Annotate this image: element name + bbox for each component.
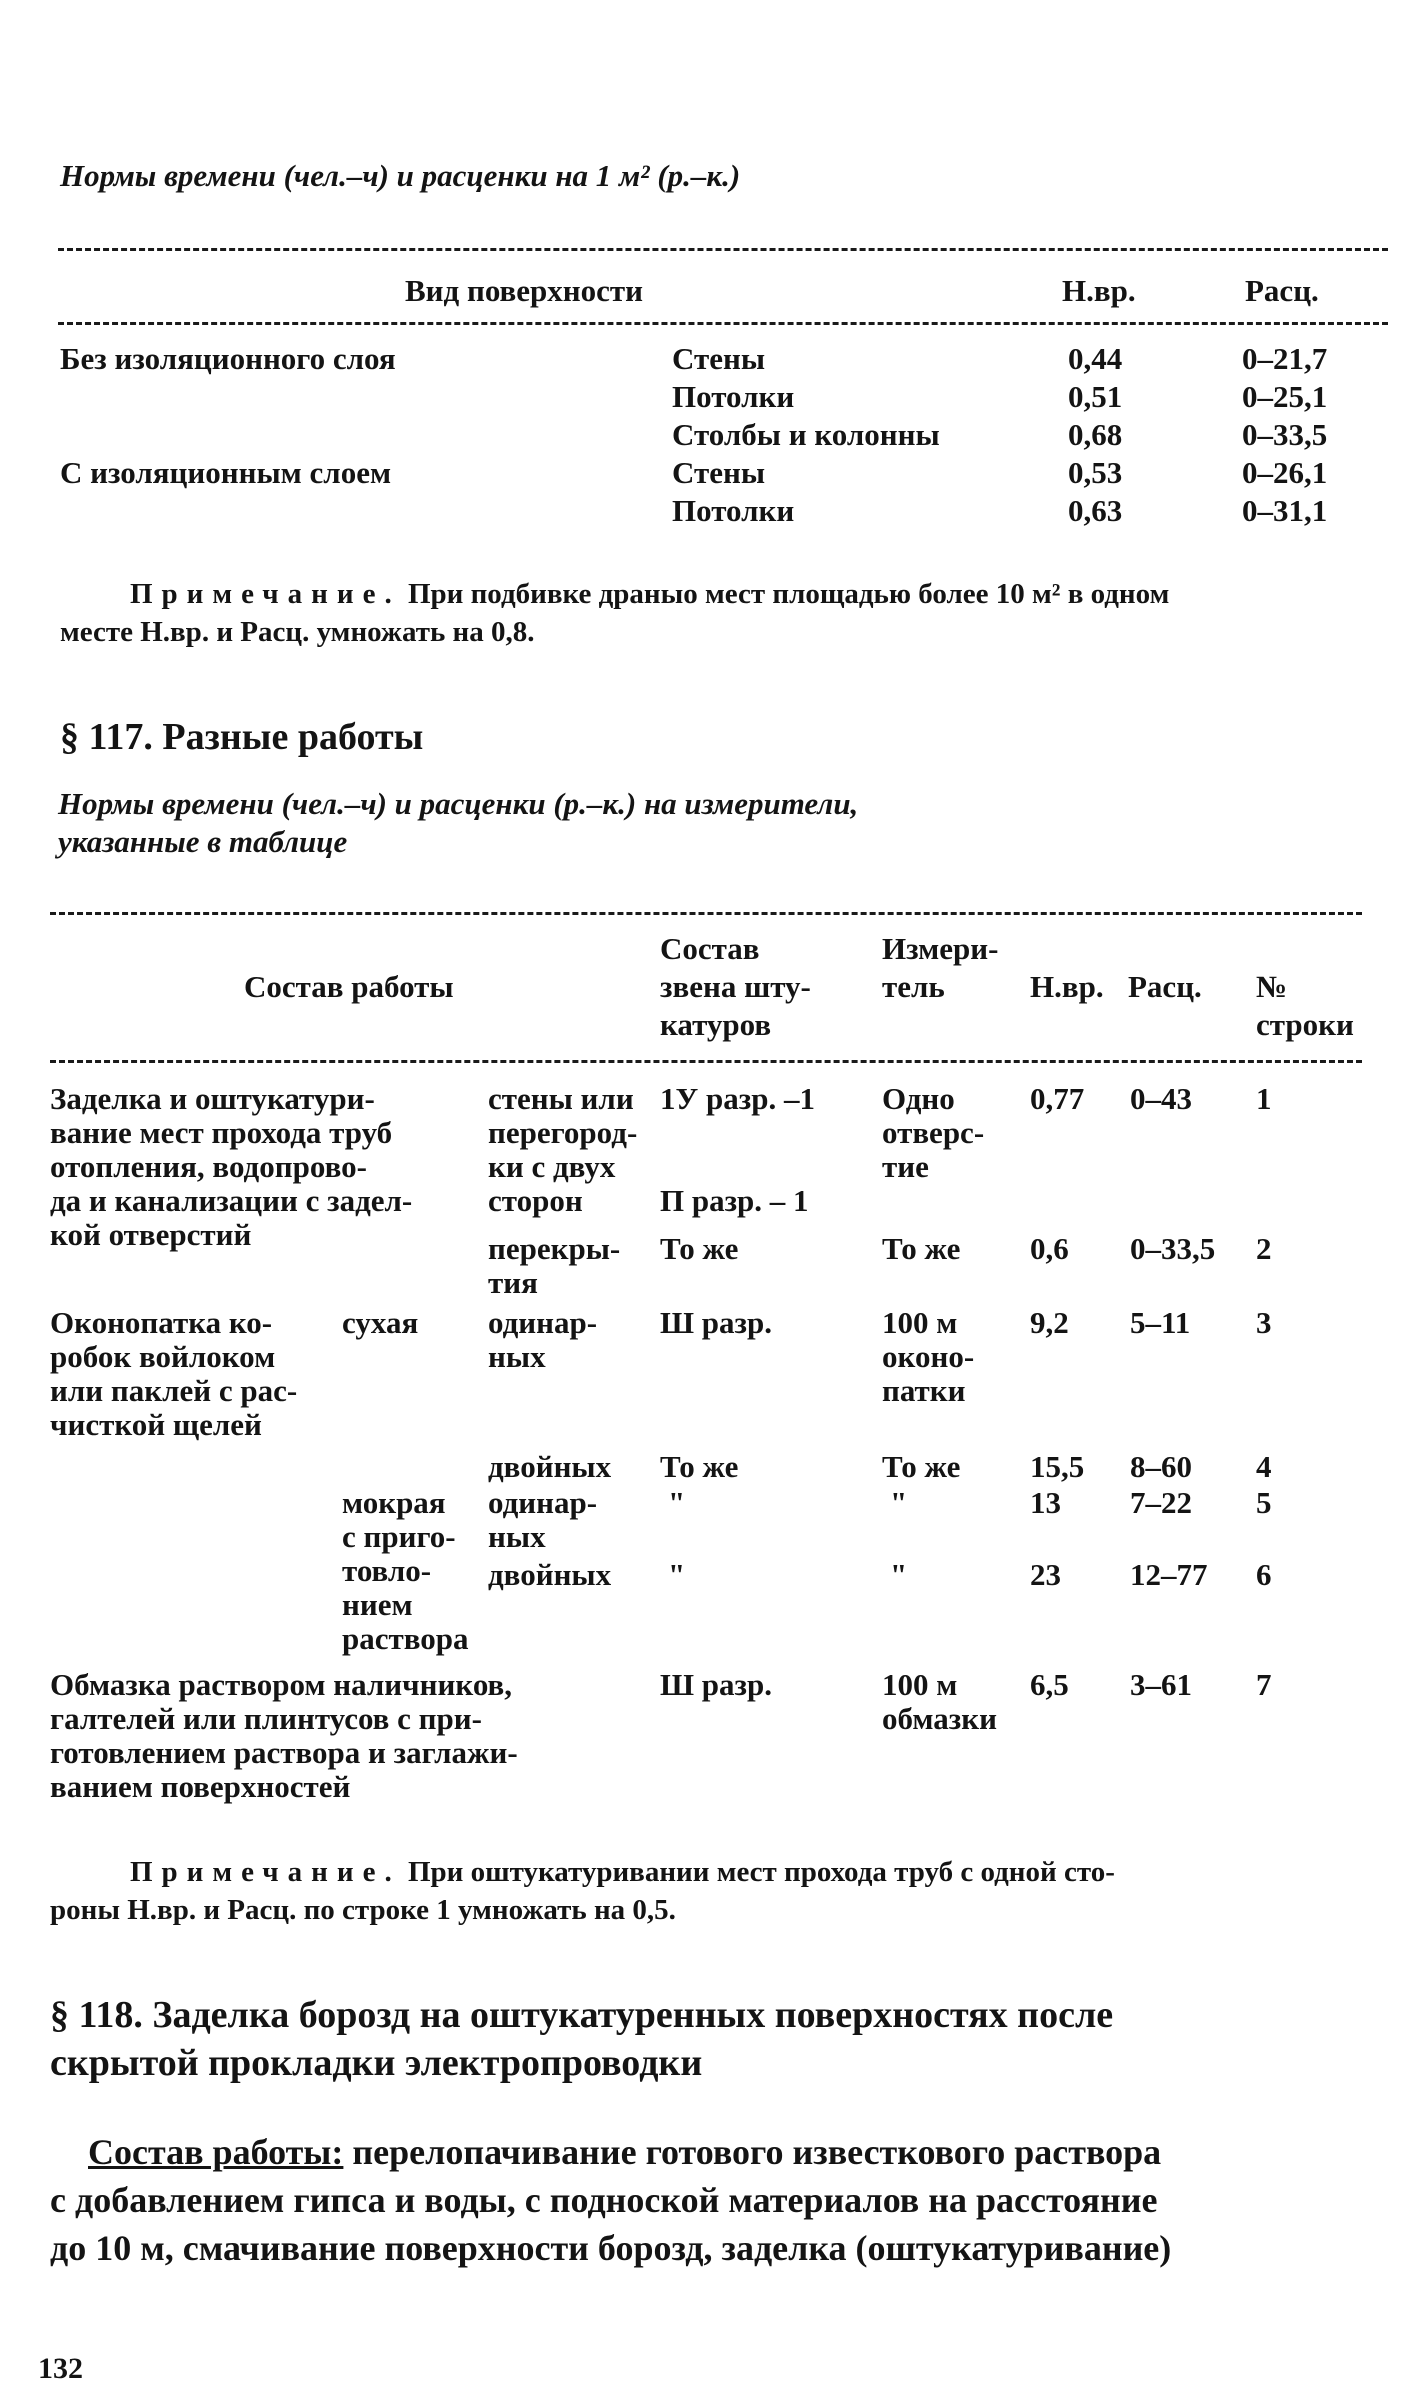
table2-crew: То же	[660, 1231, 739, 1266]
table2-unit-ditto: "	[890, 1485, 908, 1520]
table2-subtype: сторон	[488, 1183, 583, 1218]
table2-row-no: 5	[1256, 1485, 1272, 1520]
section-118-para-line2: с добавлением гипса и воды, с подноской материалов на расстояние	[50, 2180, 1158, 2220]
table2-row-no: 2	[1256, 1231, 1272, 1266]
table2-row-no: 7	[1256, 1667, 1272, 1702]
table1-group-label: С изоляционным слоем	[60, 455, 392, 490]
table2-type: мокрая	[342, 1485, 446, 1520]
table2-header-unit: Измери-	[882, 931, 999, 966]
para-text: перелопачивание готового известкового раствора	[352, 2132, 1162, 2172]
table2-top-rule	[50, 912, 1362, 915]
table2-unit: 100 м	[882, 1667, 958, 1702]
section-118-para-line3: до 10 м, смачивание поверхности борозд, заделка (оштукатуривание)	[50, 2228, 1172, 2268]
table2-work: Обмазка раствором наличников,	[50, 1667, 513, 1702]
table2-crew: Ш разр.	[660, 1667, 772, 1702]
table1-rate: 0–21,7	[1242, 341, 1328, 376]
note-text: При оштукатуривании мест прохода труб с одной сто-	[407, 1856, 1115, 1888]
table1-surface: Потолки	[672, 493, 795, 528]
table2-unit: тие	[882, 1149, 929, 1184]
table2-note	[130, 1852, 1115, 1892]
table2-subtype: перекры-	[488, 1231, 621, 1266]
table2-subtype: двойных	[488, 1557, 612, 1592]
table2-subtype: перегород-	[488, 1115, 638, 1150]
table2-caption-line1: Нормы времени (чел.–ч) и расценки (р.–к.) на измерители,	[58, 786, 859, 821]
table2-work: или паклей с рас-	[50, 1373, 298, 1408]
section-118-title-line2: скрытой прокладки электропроводки	[50, 2042, 703, 2084]
table2-row-no: 6	[1256, 1557, 1272, 1592]
table2-subtype: одинар-	[488, 1305, 598, 1340]
table2-header-hvr: Н.вр.	[1030, 969, 1104, 1004]
table2-note-line2: роны Н.вр. и Расц. по строке 1 умножать на 0,5.	[50, 1894, 676, 1926]
table2-rate: 0–43	[1130, 1081, 1192, 1116]
table2-header-crew: Состав	[660, 931, 760, 966]
table1-header-rule	[58, 322, 1388, 325]
table1-surface: Стены	[672, 341, 766, 376]
table2-subtype: одинар-	[488, 1485, 598, 1520]
table2-header-work: Состав работы	[244, 969, 454, 1004]
table2-hvr: 15,5	[1030, 1449, 1085, 1484]
table2-work: галтелей или плинтусов с при-	[50, 1701, 482, 1736]
table2-header-row-no: строки	[1256, 1007, 1354, 1042]
table2-crew-ditto: "	[668, 1485, 686, 1520]
table1-top-rule	[58, 248, 1388, 251]
table2-rate: 8–60	[1130, 1449, 1192, 1484]
table2-subtype: двойных	[488, 1449, 612, 1484]
table2-work: готовлением раствора и заглажи-	[50, 1735, 518, 1770]
table1-rate: 0–31,1	[1242, 493, 1328, 528]
table2-subtype: тия	[488, 1265, 538, 1300]
section-118-title: § 118. Заделка борозд на оштукатуренных поверхностях после	[50, 1994, 1114, 2036]
table2-work: робок войлоком	[50, 1339, 276, 1374]
table2-header-rule	[50, 1060, 1362, 1063]
table2-work: отопления, водопрово-	[50, 1149, 367, 1184]
section-118-para	[88, 2128, 1161, 2176]
table2-type: нием	[342, 1587, 413, 1622]
table2-hvr: 0,77	[1030, 1081, 1085, 1116]
table2-type: сухая	[342, 1305, 419, 1340]
table2-unit-ditto: "	[890, 1557, 908, 1592]
table1-hvr: 0,63	[1068, 493, 1123, 528]
table2-row-no: 1	[1256, 1081, 1272, 1116]
table1-surface: Стены	[672, 455, 766, 490]
table2-unit: То же	[882, 1449, 961, 1484]
table2-work: ванием поверхностей	[50, 1769, 351, 1804]
table2-row-no: 4	[1256, 1449, 1272, 1484]
table2-crew: 1У разр. –1	[660, 1081, 815, 1116]
table2-header-row-no: №	[1256, 969, 1288, 1004]
table2-unit: То же	[882, 1231, 961, 1266]
table2-rate: 3–61	[1130, 1667, 1192, 1702]
table2-subtype: стены или	[488, 1081, 634, 1116]
table1-note	[130, 574, 1169, 614]
table2-subtype: ных	[488, 1519, 546, 1554]
table2-subtype: ки с двух	[488, 1149, 616, 1184]
table2-header-rate: Расц.	[1128, 969, 1202, 1004]
table2-header-crew: катуров	[660, 1007, 772, 1042]
table1-rate: 0–26,1	[1242, 455, 1328, 490]
table2-hvr: 23	[1030, 1557, 1061, 1592]
table1-hvr: 0,68	[1068, 417, 1123, 452]
table2-work: да и канализации с задел-	[50, 1183, 413, 1218]
work-composition-label: Состав работы:	[88, 2132, 344, 2172]
table2-unit: 100 м	[882, 1305, 958, 1340]
table2-header-crew: звена шту-	[660, 969, 811, 1004]
table2-crew: То же	[660, 1449, 739, 1484]
note-label: Примечание.	[130, 1856, 401, 1888]
table1-caption: Нормы времени (чел.–ч) и расценки на 1 м² (р.–к.)	[60, 158, 741, 193]
table2-caption-line2: указанные в таблице	[58, 824, 348, 859]
table1-hvr: 0,53	[1068, 455, 1123, 490]
table2-rate: 7–22	[1130, 1485, 1192, 1520]
table2-unit: оконо-	[882, 1339, 975, 1374]
table2-unit: патки	[882, 1373, 966, 1408]
table1-rate: 0–25,1	[1242, 379, 1328, 414]
note-label: Примечание.	[130, 578, 401, 610]
table2-work: вание мест прохода труб	[50, 1115, 393, 1150]
table2-work: кой отверстий	[50, 1217, 252, 1252]
table2-crew: П разр. – 1	[660, 1183, 809, 1218]
table2-work: Заделка и оштукатури-	[50, 1081, 375, 1116]
table1-hvr: 0,51	[1068, 379, 1123, 414]
table2-hvr: 9,2	[1030, 1305, 1069, 1340]
table2-work: Оконопатка ко-	[50, 1305, 273, 1340]
table2-work: чисткой щелей	[50, 1407, 262, 1442]
table1-hvr: 0,44	[1068, 341, 1123, 376]
table2-hvr: 0,6	[1030, 1231, 1069, 1266]
table2-unit: обмазки	[882, 1701, 997, 1736]
table2-hvr: 13	[1030, 1485, 1061, 1520]
table2-unit: Одно	[882, 1081, 955, 1116]
table2-type: раствора	[342, 1621, 469, 1656]
table1-header-hvr: Н.вр.	[1062, 273, 1136, 308]
table2-rate: 5–11	[1130, 1305, 1191, 1340]
table1-surface: Потолки	[672, 379, 795, 414]
table2-subtype: ных	[488, 1339, 546, 1374]
table2-crew: Ш разр.	[660, 1305, 772, 1340]
table2-crew-ditto: "	[668, 1557, 686, 1592]
page-number: 132	[38, 2352, 83, 2385]
table2-rate: 0–33,5	[1130, 1231, 1216, 1266]
section-117-title: § 117. Разные работы	[60, 716, 424, 758]
table1-note-line2: месте Н.вр. и Расц. умножать на 0,8.	[60, 616, 535, 648]
table1-surface: Столбы и колонны	[672, 417, 940, 452]
table2-type: с приго-	[342, 1519, 456, 1554]
table1-header-surface: Вид поверхности	[405, 273, 644, 308]
table1-rate: 0–33,5	[1242, 417, 1328, 452]
table2-unit: отверс-	[882, 1115, 985, 1150]
table2-header-unit: тель	[882, 969, 945, 1004]
table1-group-label: Без изоляционного слоя	[60, 341, 396, 376]
table1-header-rate: Расц.	[1245, 273, 1319, 308]
table2-rate: 12–77	[1130, 1557, 1208, 1592]
table2-hvr: 6,5	[1030, 1667, 1069, 1702]
note-text: При подбивке драныо мест площадью более 10 м² в одном	[407, 578, 1170, 610]
table2-type: товло-	[342, 1553, 432, 1588]
table2-row-no: 3	[1256, 1305, 1272, 1340]
